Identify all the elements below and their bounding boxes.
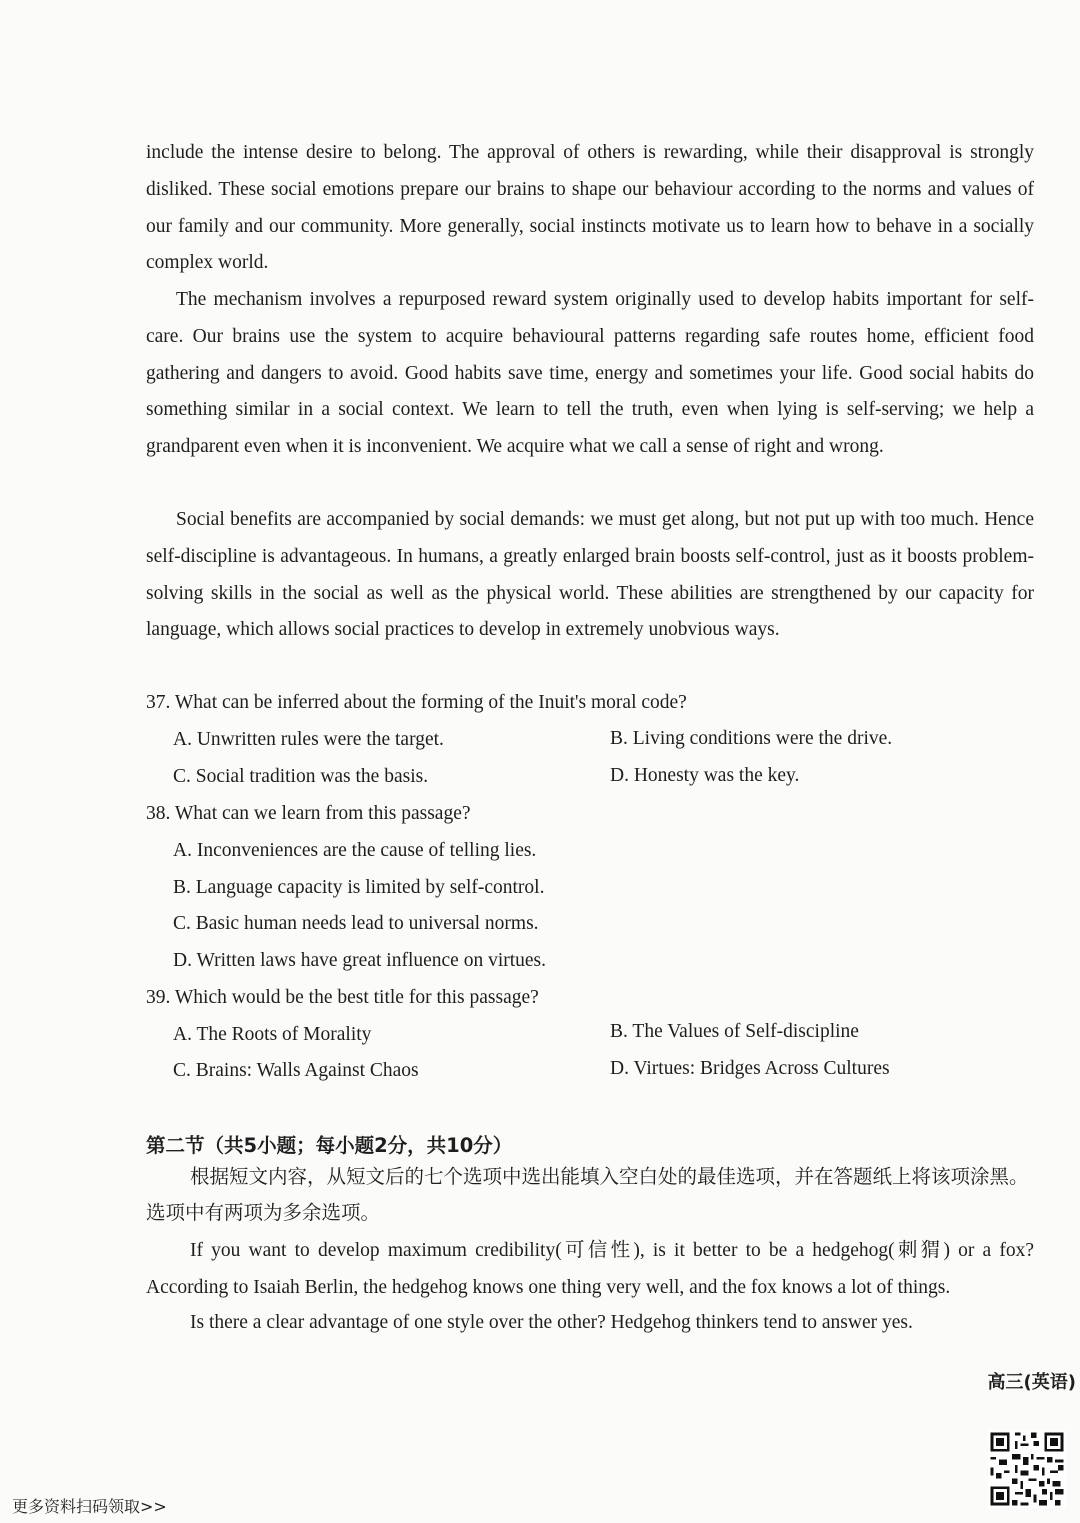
section-2-paragraph-2: Is there a clear advantage of one style over the other? Hedgehog thinkers tend to answer yes. — [190, 1312, 913, 1333]
q38-option-d: D. Written laws have great influence on virtues. — [173, 950, 547, 971]
q37-option-a: A. Unwritten rules were the target. — [173, 729, 444, 750]
question-39-stem: 39. Which would be the best title for this passage? — [146, 987, 539, 1008]
q39-option-b: B. The Values of Self-discipline — [610, 1021, 859, 1042]
q39-option-c: C. Brains: Walls Against Chaos — [173, 1060, 419, 1081]
passage-paragraph-3: Social benefits are accompanied by social demands: we must get along, but not put up with too much. Hence self-discipline is advantageous. In humans, a greatly enlarged brain boosts self-control, just as it boosts problem-solving skills in the social as well as the physical world. These abilities are strengthened by our capacity for language, which allows social practices to develop in extremely unobvious ways. — [146, 509, 1034, 641]
section-2-paragraph-1: If you want to develop maximum credibility(可信性), is it better to be a hedgehog(刺猬) or a fox? According to Isaiah Berlin, the hedgehog knows one thing very well, and the fox knows a lot of things. — [146, 1240, 1034, 1298]
passage-paragraph-1: include the intense desire to belong. The approval of others is rewarding, while their disapproval is strongly disliked. These social emotions prepare our brains to shape our behaviour according to the norms and values of our family and our community. More generally, social instincts motivate us to learn how to behave in a socially complex world. — [146, 142, 1034, 274]
subject-label: 高三(英语) — [987, 1372, 1076, 1393]
question-38-stem: 38. What can we learn from this passage? — [146, 803, 471, 824]
question-37-stem: 37. What can be inferred about the forming of the Inuit's moral code? — [146, 692, 687, 713]
passage-paragraph-2: The mechanism involves a repurposed reward system originally used to develop habits important for self-care. Our brains use the system to acquire behavioural patterns regarding safe routes home, efficient food gathering and dangers to avoid. Good habits save time, energy and sometimes your life. Good social habits do something similar in a social context. We learn to tell the truth, even when lying is self-serving; we help a grandparent even when it is inconvenient. We acquire what we call a sense of right and wrong. — [146, 289, 1034, 458]
q37-option-c: C. Social tradition was the basis. — [173, 766, 429, 787]
q39-option-a: A. The Roots of Morality — [173, 1024, 372, 1045]
section-2-title: 第二节（共5小题；每小题2分，共10分） — [146, 1134, 513, 1157]
qr-code-icon[interactable] — [988, 1430, 1066, 1508]
q39-option-d: D. Virtues: Bridges Across Cultures — [610, 1058, 890, 1079]
q37-option-b: B. Living conditions were the drive. — [610, 728, 893, 749]
promo-text[interactable]: 更多资料扫码领取>> — [12, 1497, 167, 1516]
q38-option-c: C. Basic human needs lead to universal norms. — [173, 913, 539, 934]
section-2-instruction: 根据短文内容，从短文后的七个选项中选出能填入空白处的最佳选项，并在答题纸上将该项涂黑。选项中有两项为多余选项。 — [146, 1165, 1029, 1224]
q37-option-d: D. Honesty was the key. — [610, 765, 800, 786]
q38-option-a: A. Inconveniences are the cause of telling lies. — [173, 840, 537, 861]
q38-option-b: B. Language capacity is limited by self-control. — [173, 877, 545, 898]
